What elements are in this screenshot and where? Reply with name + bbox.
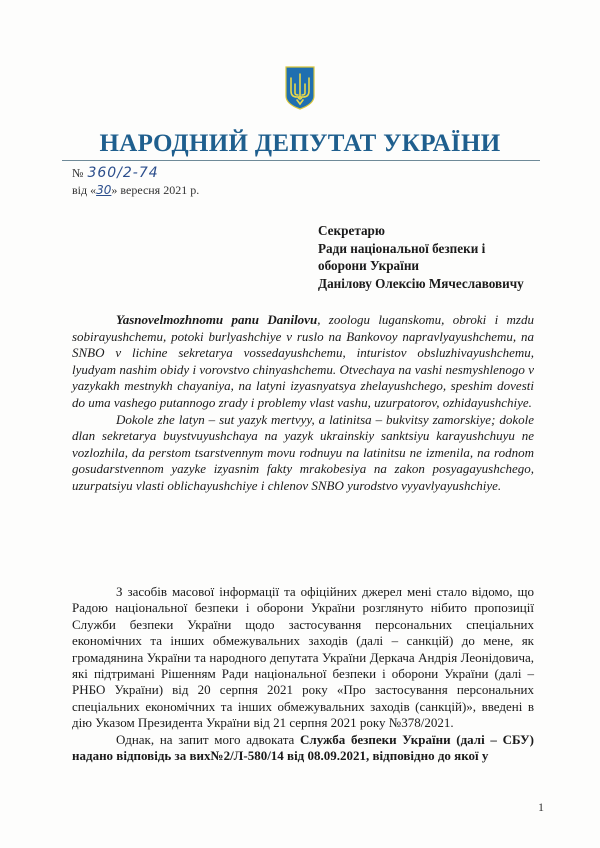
salutation-bold: Yasnovelmozhnomu panu Danilovu xyxy=(116,312,318,327)
ukrainian-body-section xyxy=(72,584,534,764)
date-prefix: від « xyxy=(72,183,97,197)
recipient-line: Ради національної безпеки і xyxy=(318,240,486,256)
reference-number xyxy=(72,165,159,181)
ukrainian-paragraph-2-bold: Служба безпеки України (далі – СБУ) надано відповідь за вих№2/Л-580/14 від 08.09.2021, відповідно до якої у xyxy=(72,731,535,764)
document-header-title: НАРОДНИЙ ДЕПУТАТ УКРАЇНИ xyxy=(99,130,501,157)
date-suffix: » вересня 2021 р. xyxy=(111,183,200,197)
handwritten-date-day: 30 xyxy=(96,183,112,197)
handwritten-reference-number: 360/2-74 xyxy=(87,165,159,181)
header-divider xyxy=(62,160,540,161)
recipient-line: оборони України xyxy=(318,258,420,273)
ukraine-trident-emblem-icon xyxy=(285,66,315,110)
recipient-line: Секретарю xyxy=(318,223,385,238)
ukrainian-paragraph-2-lead: Однак, на запит мого адвоката xyxy=(116,731,301,747)
number-sign: № xyxy=(72,166,84,180)
latin-paragraph-1-text: , zoologu luganskomu, obroki i mzdu sobirayushchemu, potoki burlyashchiye v ruslo na Bankovoy napravlyayushchemu, na SNBO v lichine sekretarya vossedayushchemu, inturistov obsluzhivayushchemu, lyudyam nashim obidy i vorovstvo chinyashchemu. Otvechaya na vashi nesmyshlenogo v yazykakh mestnykh chayaniya, na latyni izyasnyatsya zhelayushchego, speshim dovesti do uma vashego putannogo zrady i problemy vlast vashu, uzurpatorov, ozhidayushchiye. xyxy=(72,312,534,410)
reference-date xyxy=(72,183,199,198)
page-number: 1 xyxy=(538,800,544,814)
latin-transliterated-section xyxy=(72,312,534,495)
ukrainian-paragraph-1: З засобів масової інформації та офіційних джерел мені стало відомо, що Радою національної безпеки і оборони України розглянуто нібито пропозиції Служби безпеки України щодо застосування персональних спеціальних економічних та інших обмежувальних заходів (далі – санкцій) до мене, як громадянина України та народного депутата України Деркача Андрія Леонідовича, які підтримані Рішенням Ради національної безпеки і оборони України (далі – РНБО України) від 20 серпня 2021 року «Про застосування персональних спеціальних економічних та інших обмежувальних заходів (санкцій)», введені в дію Указом Президента України від 21 серпня 2021 року №378/2021. xyxy=(72,584,534,731)
recipient-address-block xyxy=(318,222,524,292)
recipient-line: Данілову Олексію Мячеславовичу xyxy=(318,275,524,291)
ukrainian-paragraph-2 xyxy=(72,732,534,765)
latin-paragraph-2: Dokole zhe latyn – sut yazyk mertvyy, a latinitsa – bukvitsy zamorskiye; dokole dlan sekretarya buystvuyushchaya na yazyk ukrainskiy sanktsiyu karayushchuyu ne vozlozhila, da perstom tsarstvennym movu rodnuyu na latinitsu ne izmenila, na rodnom gosudarstvennom yazyke izyasnim fakty mrakobesiya na zakon posyagayushchego, uzurpatsiyu vlasti oblichayushchiye i chlenov SNBO yurodstvo vyyavlyayushchiye. xyxy=(72,411,534,493)
latin-paragraph-1 xyxy=(72,312,534,412)
